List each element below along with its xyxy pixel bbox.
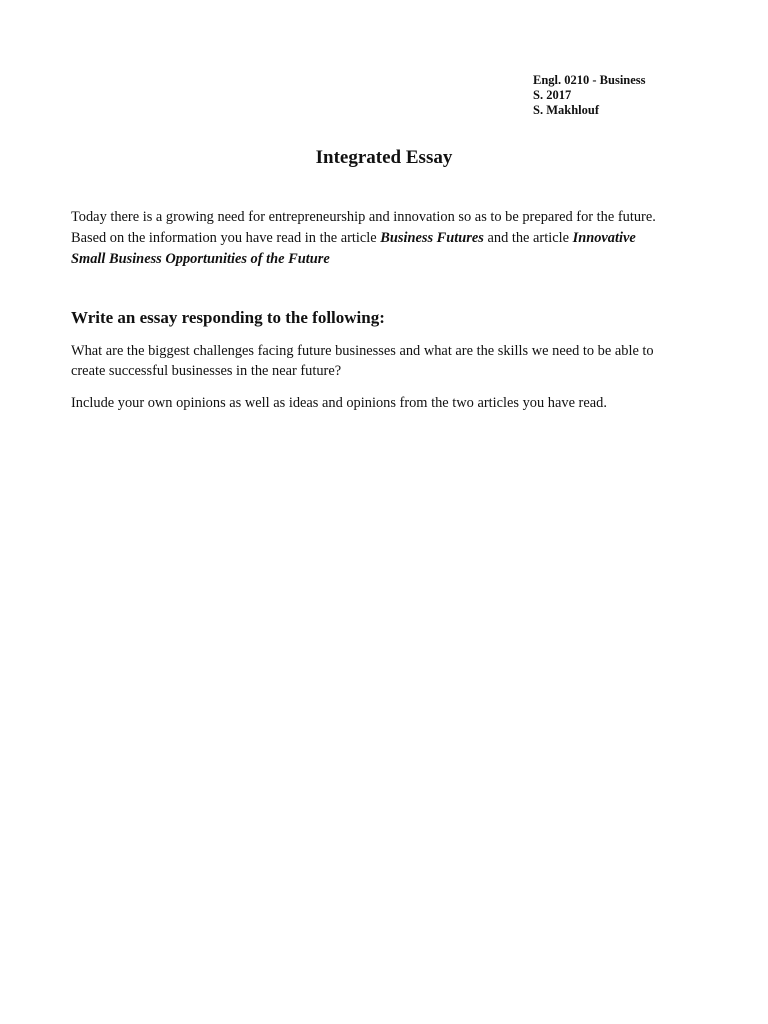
question-line-2: create successful businesses in the near future? <box>71 363 342 379</box>
course-header <box>533 73 646 118</box>
prompt-heading: Write an essay responding to the following: <box>71 308 385 327</box>
article-title-innovative-part2: Small Business Opportunities of the Future <box>71 251 330 267</box>
question-paragraph <box>71 341 654 381</box>
article-title-innovative-part1: Innovative <box>572 230 636 246</box>
intro-line-1: Today there is a growing need for entrepreneurship and innovation so as to be prepared for the future. <box>71 209 656 225</box>
intro-line-2 <box>71 228 711 249</box>
intro-line-3 <box>71 249 711 270</box>
intro-paragraph <box>71 207 711 270</box>
document-title: Integrated Essay <box>315 147 453 168</box>
course-name: Engl. 0210 - Business <box>533 73 646 87</box>
instructor-name: S. Makhlouf <box>533 103 599 117</box>
course-term: S. 2017 <box>533 88 572 102</box>
intro-line-2-middle: and the article <box>483 230 573 246</box>
article-title-business-futures: Business Futures <box>380 230 484 246</box>
instruction-paragraph: Include your own opinions as well as ideas and opinions from the two articles you have read. <box>71 395 607 411</box>
intro-line-2-prefix: Based on the information you have read in the article <box>71 230 381 246</box>
question-line-1: What are the biggest challenges facing future businesses and what are the skills we need to be able to <box>71 343 654 359</box>
